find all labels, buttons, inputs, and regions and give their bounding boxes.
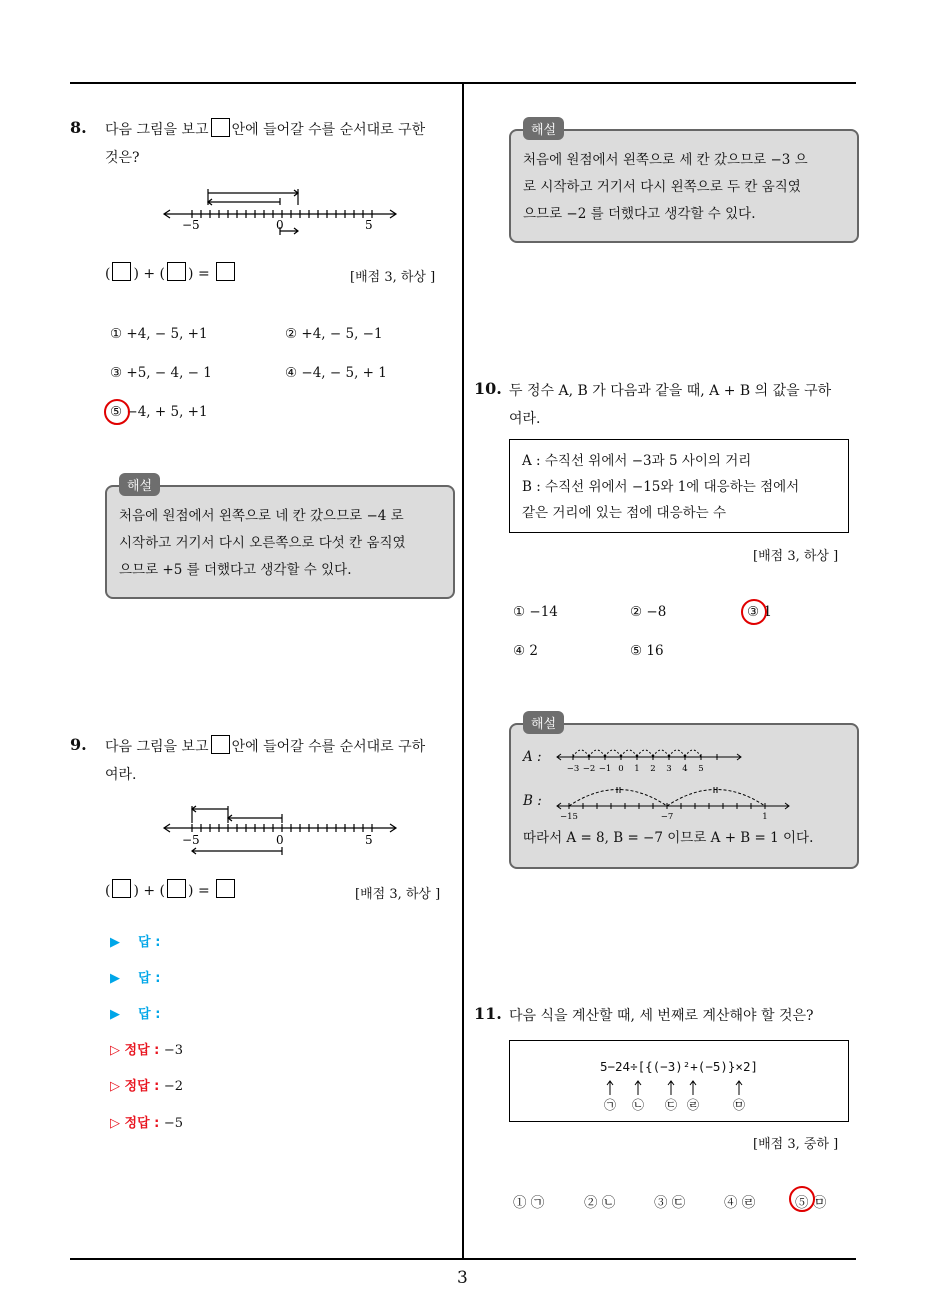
q11-choice-1[interactable]: ① ㉠ (513, 1195, 545, 1211)
q8-number: 8. (70, 118, 87, 137)
q8-axis-label-neg5: −5 (182, 218, 200, 232)
q11-choice-4[interactable]: ④ ㉣ (724, 1195, 756, 1211)
q9-correct-row-2 (110, 1075, 183, 1094)
q8-text-line1b: 안에 들어갈 수를 순서대로 구한 (231, 122, 426, 138)
q11-choice-5[interactable]: ⑤ ㉤ (795, 1195, 827, 1211)
q10-a-tick-1: −3 (566, 764, 580, 774)
q10-explanation-tag: 해설 (523, 711, 564, 734)
q8-expr-box-1 (112, 262, 131, 281)
q8-text-line2: 것은? (105, 150, 140, 166)
q11-expression-box (509, 1040, 849, 1122)
q10-b-tick-3: 1 (762, 812, 768, 822)
q10-explanation-box (509, 717, 859, 869)
q10-choice-4[interactable]: ④ 2 (513, 643, 538, 659)
q9-expr-eq: ) = (188, 883, 210, 899)
q8-text (105, 116, 460, 172)
q9-answer-label: 답 : (138, 971, 161, 986)
q8-score: [배점 3, 하상 ] (350, 270, 436, 285)
q9-correct-label: 정답 : (124, 1079, 160, 1094)
play-icon: ▶ (110, 935, 120, 950)
q9-correct-row-1 (110, 1039, 183, 1058)
q9-text (105, 733, 460, 789)
q11-markers (510, 1077, 848, 1117)
q10-a-label: A : (523, 749, 542, 765)
q8-explanation-text (119, 503, 406, 584)
q10-a-tick-8: 4 (682, 764, 688, 774)
q8-explanation-box (105, 479, 455, 599)
q8-answer-circle (104, 399, 130, 425)
q10-b-number-line (555, 779, 795, 823)
q9-correct-value-1: −3 (163, 1043, 184, 1058)
triangle-outline-icon: ▷ (110, 1116, 120, 1131)
q8-choice-5[interactable]: ⑤ −4, + 5, +1 (110, 404, 208, 420)
q9-score: [배점 3, 하상 ] (355, 887, 441, 902)
q8-expression: ( ) + ( ) = (105, 260, 237, 288)
q10-a-tick-5: 1 (634, 764, 640, 774)
q9-blank-box (211, 735, 230, 754)
q10-condition-b: B : 수직선 위에서 −15와 1에 대응하는 점에서 (522, 479, 800, 495)
q8-expr-eq: ) = (188, 266, 210, 282)
q9-explanation-box (509, 123, 859, 243)
q11-choice-3[interactable]: ③ ㉢ (654, 1195, 686, 1211)
q9-expr-plus: ) + ( (133, 883, 166, 899)
q8-explain-line-2: 시작하고 거기서 다시 오른쪽으로 다섯 칸 움직였 (119, 535, 406, 551)
q9-number: 9. (70, 735, 87, 754)
q10-b-tick-1: −15 (560, 812, 578, 822)
q9-answer-row-3 (110, 1002, 365, 1022)
q8-expr-box-2 (167, 262, 186, 281)
q9-text-line1: 다음 그림을 보고 (105, 739, 209, 755)
q10-a-tick-4: 0 (618, 764, 624, 774)
q9-expr-box-3 (216, 879, 235, 898)
q10-choice-5[interactable]: ⑤ 16 (630, 643, 664, 659)
q8-choice-2[interactable]: ② +4, − 5, −1 (285, 326, 383, 342)
q10-condition-b-cont: 같은 거리에 있는 점에 대응하는 수 (522, 505, 727, 521)
q8-explanation-tag: 해설 (119, 473, 160, 496)
q11-expression: 5−24÷[{(−3)²+(−5)}×2] (599, 1059, 759, 1074)
q10-b-tick-2: −7 (660, 812, 674, 822)
q11-score: [배점 3, 중하 ] (753, 1137, 839, 1152)
q9-correct-label: 정답 : (124, 1043, 160, 1058)
q9-explanation-text (523, 147, 808, 228)
q9-correct-value-3: −5 (163, 1116, 184, 1131)
q10-answer-circle (741, 599, 767, 625)
q10-a-tick-7: 3 (666, 764, 672, 774)
q9-text-line2: 여라. (105, 767, 137, 783)
q9-answer-input-2[interactable] (165, 966, 365, 982)
q9-expression: ( ) + ( ) = (105, 877, 237, 905)
q9-answer-input-3[interactable] (165, 1002, 365, 1018)
q11-number: 11. (474, 1004, 502, 1023)
q10-a-number-line (555, 741, 745, 777)
column-divider (462, 82, 464, 1260)
bottom-rule (70, 1258, 856, 1260)
q10-b-label: B : (523, 793, 542, 809)
q9-answer-label: 답 : (138, 1007, 161, 1022)
q10-condition-text (522, 448, 799, 526)
q10-a-tick-2: −2 (582, 764, 596, 774)
q9-axis-label-5: 5 (365, 833, 373, 847)
q9-answer-row-1 (110, 930, 365, 950)
q11-text: 다음 식을 계산할 때, 세 번째로 계산해야 할 것은? (509, 1008, 814, 1024)
q9-axis-label-0: 0 (276, 833, 284, 847)
q9-correct-label: 정답 : (124, 1116, 160, 1131)
q9-expr-box-1 (112, 879, 131, 898)
q10-score: [배점 3, 하상 ] (753, 549, 839, 564)
q10-text (509, 377, 859, 433)
q11-choice-2[interactable]: ② ㉡ (584, 1195, 616, 1211)
q8-blank-box (211, 118, 230, 137)
q10-condition-box (509, 439, 849, 533)
q10-choice-1[interactable]: ① −14 (513, 604, 558, 620)
q9-correct-value-2: −2 (163, 1079, 184, 1094)
q9-explain-line-2: 로 시작하고 거기서 다시 왼쪽으로 두 칸 움직였 (523, 179, 801, 195)
q9-answer-row-2 (110, 966, 365, 986)
q9-explain-line-1: 처음에 원점에서 왼쪽으로 세 칸 갔으므로 −3 으 (523, 152, 808, 168)
q8-axis-label-0: 0 (276, 218, 284, 232)
q10-text-line2: 여라. (509, 411, 541, 427)
q9-explain-line-3: 으므로 −2 를 더했다고 생각할 수 있다. (523, 206, 756, 222)
q9-text-line1b: 안에 들어갈 수를 순서대로 구하 (231, 739, 426, 755)
q10-number: 10. (474, 379, 502, 398)
q8-choice-3[interactable]: ③ +5, − 4, − 1 (110, 365, 212, 381)
q8-explain-line-1: 처음에 원점에서 왼쪽으로 네 칸 갔으므로 −4 로 (119, 508, 404, 524)
q8-explain-line-3: 으므로 +5 를 더했다고 생각할 수 있다. (119, 562, 352, 578)
play-icon: ▶ (110, 1007, 120, 1022)
q10-choice-3[interactable]: ③ 1 (747, 604, 772, 620)
q9-explanation-tag: 해설 (523, 117, 564, 140)
page-number: 3 (457, 1268, 468, 1288)
q8-axis-label-5: 5 (365, 218, 373, 232)
q11-marker-2: ㉡ (631, 1098, 645, 1112)
q9-answer-input-1[interactable] (165, 930, 365, 946)
q10-text-line1: 두 정수 A, B 가 다음과 같을 때, A + B 의 값을 구하 (509, 383, 832, 399)
triangle-outline-icon: ▷ (110, 1079, 120, 1094)
q9-axis-label-neg5: −5 (182, 833, 200, 847)
q10-condition-a: A : 수직선 위에서 −3과 5 사이의 거리 (522, 453, 752, 469)
q8-choice-4[interactable]: ④ −4, − 5, + 1 (285, 365, 387, 381)
q8-choice-1[interactable]: ① +4, − 5, +1 (110, 326, 208, 342)
q10-a-tick-9: 5 (698, 764, 704, 774)
q10-a-tick-3: −1 (598, 764, 612, 774)
q9-expr-box-2 (167, 879, 186, 898)
q11-marker-5: ㉤ (732, 1098, 746, 1112)
q8-expr-box-3 (216, 262, 235, 281)
triangle-outline-icon: ▷ (110, 1043, 120, 1058)
q8-expr-plus: ) + ( (133, 266, 166, 282)
q9-answer-label: 답 : (138, 935, 161, 950)
q8-number-line (160, 185, 405, 245)
q10-a-tick-6: 2 (650, 764, 656, 774)
q9-number-line (160, 803, 405, 863)
q10-choice-2[interactable]: ② −8 (630, 604, 667, 620)
q11-marker-4: ㉣ (686, 1098, 700, 1112)
q11-marker-3: ㉢ (664, 1098, 678, 1112)
q11-marker-1: ㉠ (603, 1098, 617, 1112)
q11-answer-circle (789, 1186, 815, 1212)
q9-correct-row-3 (110, 1112, 183, 1131)
q10-explanation-final: 따라서 A = 8, B = −7 이므로 A + B = 1 이다. (523, 830, 814, 846)
play-icon: ▶ (110, 971, 120, 986)
q8-text-line1: 다음 그림을 보고 (105, 122, 209, 138)
